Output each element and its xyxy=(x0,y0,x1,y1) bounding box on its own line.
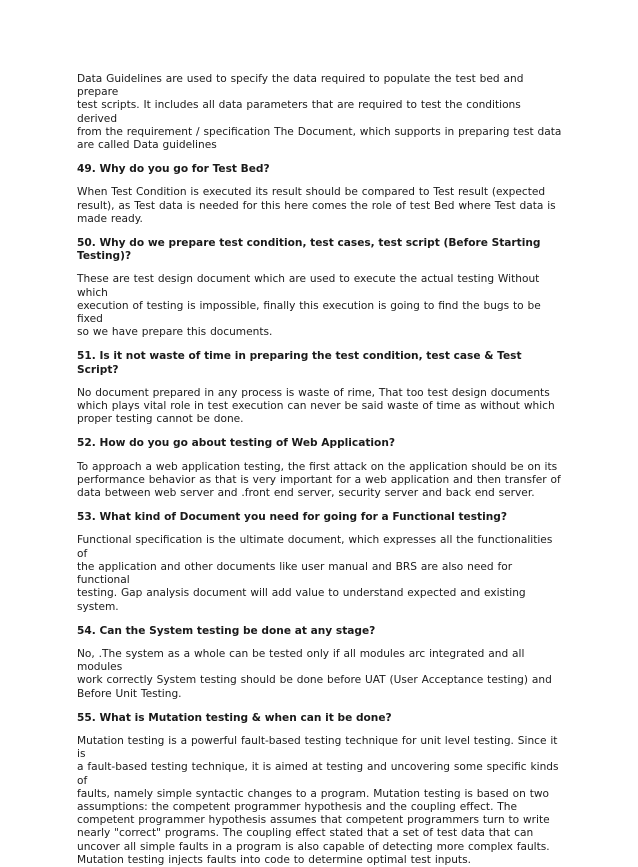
question-54: 54. Can the System testing be done at any stage? xyxy=(77,624,376,637)
answer-51: No document prepared in any process is waste of rime, That too test design documents which plays vital role in test execution can never be said waste of time as without which proper testing cannot be done. xyxy=(77,386,555,426)
document-page xyxy=(77,73,563,867)
answer-50: These are test design document which are used to execute the actual testing Without which execution of testing is impossible, finally this execution is going to find the bugs to be fixed so we have prepare this documents. xyxy=(77,273,541,339)
answer-49: When Test Condition is executed its result should be compared to Test result (expected result), as Test data is needed for this here comes the role of test Bed where Test data is made ready. xyxy=(77,186,556,225)
question-50: 50. Why do we prepare test condition, test cases, test script (Before Starting Testing)? xyxy=(77,237,541,263)
question-51: 51. Is it not waste of time in preparing the test condition, test case & Test Script? xyxy=(77,350,522,376)
answer-55: Mutation testing is a powerful fault-based testing technique for unit level testing. Since it is a fault-based testing technique, it is aimed at testing and uncovering some specific kinds of faults, namely simple syntactic changes to a program. Mutation testing is based on two assumptions: the competent programmer hypothesis and the coupling effect. The competent programmer hypothesis assumes that competent programmers turn to write nearly "correct" programs. The coupling effect stated that a set of test data that can uncover all simple faults in a program is also capable of detecting more complex faults. Mutation testing injects faults into code to determine optimal test inputs. xyxy=(77,734,559,866)
answer-53: Functional specification is the ultimate document, which expresses all the functionalities of the application and other documents like user manual and BRS are also need for functional testing. Gap analysis document will add value to understand expected and existing system. xyxy=(77,534,553,613)
question-52: 52. How do you go about testing of Web Application? xyxy=(77,437,396,450)
question-49: 49. Why do you go for Test Bed? xyxy=(77,163,270,176)
question-53: 53. What kind of Document you need for going for a Functional testing? xyxy=(77,511,507,524)
answer-52: To approach a web application testing, the first attack on the application should be on its performance behavior as that is very important for a web application and then transfer of data between web server and .front end server, security server and back end server. xyxy=(77,460,561,500)
intro-paragraph: Data Guidelines are used to specify the data required to populate the test bed and prepare test scripts. It includes all data parameters that are required to test the conditions derived from the requirement / specification The Document, which supports in preparing test data are called Data guidelines xyxy=(77,73,562,152)
question-55: 55. What is Mutation testing & when can it be done? xyxy=(77,711,392,724)
answer-54: No, .The system as a whole can be tested only if all modules arc integrated and all modules work correctly System testing should be done before UAT (User Acceptance testing) and Before Unit Testing. xyxy=(77,647,552,700)
